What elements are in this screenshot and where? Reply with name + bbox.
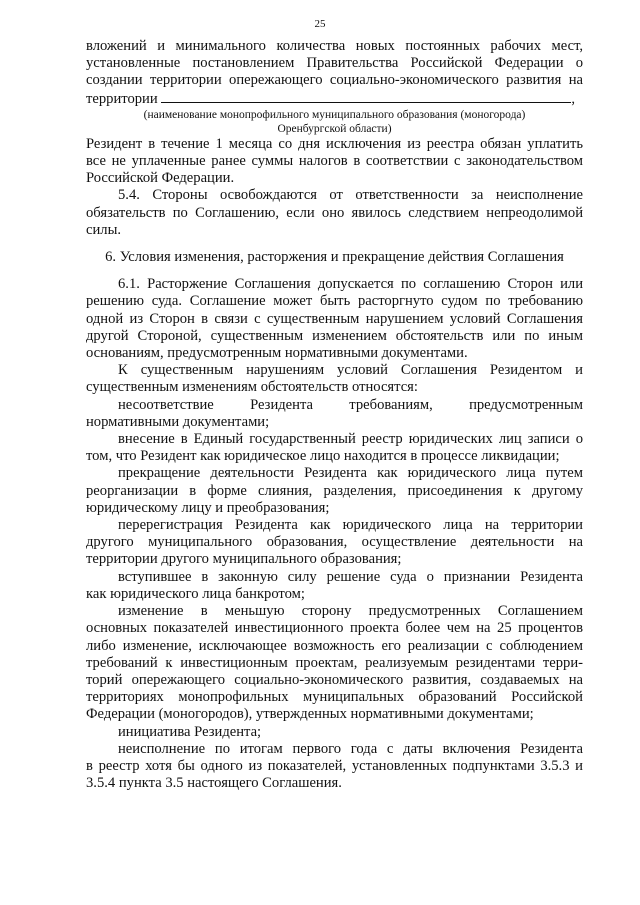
list-item bbox=[86, 603, 583, 723]
blank-fill-line bbox=[161, 90, 571, 103]
text-line: территориях монопрофильных муниципальных образований Российской bbox=[86, 689, 583, 706]
text-line: несоответствие Резидента требованиям, предусмотренным bbox=[118, 396, 583, 413]
text-line: прекращение деятельности Резидента как юридического лица путем bbox=[118, 465, 583, 482]
text-line: основаниям, предусмотренным нормативными документами. bbox=[86, 345, 468, 362]
list-item bbox=[86, 431, 583, 465]
text-line: силы. bbox=[86, 221, 122, 238]
text-line: создании территории опережающего социально-экономического развития на bbox=[86, 72, 583, 89]
list-item bbox=[86, 569, 583, 603]
caption-line: Оренбургской области) bbox=[277, 122, 392, 135]
text-line: другой Стороной, существенным изменением обстоятельств или по иным bbox=[86, 327, 583, 344]
list-item bbox=[86, 724, 583, 741]
text-line: в реестр хотя бы одного из показателей, установленных подпунктами 3.5.3 и bbox=[86, 757, 583, 774]
text-line: существенным изменениям обстоятельств относятся: bbox=[86, 379, 418, 396]
text-line: все не уплаченные ранее суммы налогов в соответствии с законодательством bbox=[86, 153, 583, 170]
text-line: как юридического лица банкротом; bbox=[86, 585, 305, 602]
paragraph-5-4 bbox=[86, 187, 583, 239]
list-item bbox=[86, 741, 583, 793]
text-line: Федерации (моногородов), утвержденных нормативными документами; bbox=[86, 706, 534, 723]
text-line: Резидент в течение 1 месяца со дня исключения из реестра обязан уплатить bbox=[86, 135, 583, 152]
text-line: перерегистрация Резидента как юридического лица на территории bbox=[118, 517, 583, 534]
text-line: внесение в Единый государственный реестр юридических лиц записи о bbox=[118, 431, 583, 448]
text-line: вступившее в законную силу решение суда о признании Резидента bbox=[118, 568, 583, 585]
territory-line bbox=[86, 90, 583, 108]
text-line: основных показателей инвестиционного проекта более чем на 25 процентов bbox=[86, 620, 583, 637]
list-item bbox=[86, 465, 583, 517]
paragraph-6-1 bbox=[86, 276, 583, 362]
page-number: 25 bbox=[314, 18, 326, 30]
text-line: решению суда. Соглашение может быть расторгнуто судом по требованию bbox=[86, 293, 583, 310]
list-item bbox=[86, 517, 583, 569]
text-line: торий опережающего социально-экономического развития, создаваемых на bbox=[86, 671, 583, 688]
text-line: установленные постановлением Правительства Российской Федерации о bbox=[86, 55, 583, 72]
territory-end: , bbox=[571, 90, 575, 107]
document-body bbox=[86, 38, 583, 792]
text-line: 5.4. Стороны освобождаются от ответственности за неисполнение bbox=[118, 187, 583, 204]
text-line: территории другого муниципального образования; bbox=[86, 551, 402, 568]
section-heading: 6. Условия изменения, расторжения и прекращение действия Соглашения bbox=[105, 249, 564, 266]
text-line: неисполнение по итогам первого года с даты включения Резидента bbox=[118, 740, 583, 757]
text-line: том, что Резидент как юридическое лицо находится в процессе ликвидации; bbox=[86, 448, 560, 465]
caption-line: (наименование монопрофильного муниципального образования (моногорода) bbox=[143, 108, 526, 121]
text-line: вложений и минимального количества новых постоянных рабочих мест, bbox=[86, 38, 583, 54]
text-line: либо изменение, исключающее возможность его реализации с соблюдением bbox=[86, 637, 583, 654]
paragraph-violations bbox=[86, 362, 583, 396]
text-line: одной из Сторон в связи с существенным нарушением условий Соглашения bbox=[86, 310, 583, 327]
text-line: 3.5.4 пункта 3.5 настоящего Соглашения. bbox=[86, 775, 342, 792]
text-line: 6.1. Расторжение Соглашения допускается по соглашению Сторон или bbox=[118, 276, 583, 293]
text-line: Российской Федерации. bbox=[86, 170, 235, 187]
text-line: требований к инвестиционным проектам, реализуемым резидентами терри- bbox=[86, 654, 583, 671]
text-line: К существенным нарушениям условий Соглашения Резидентом и bbox=[118, 362, 583, 379]
text-line: нормативными документами; bbox=[86, 413, 270, 430]
text-line: изменение в меньшую сторону предусмотренных Соглашением bbox=[118, 603, 583, 620]
territory-word: территории bbox=[86, 90, 158, 107]
text-line: обязательств по Соглашению, если оно явилось следствием непреодолимой bbox=[86, 204, 583, 221]
text-line: юридическому лицу и преобразования; bbox=[86, 499, 330, 516]
text-line: другого муниципального образования, осуществление деятельности на bbox=[86, 534, 583, 551]
paragraph-intro bbox=[86, 38, 583, 187]
text-line: реорганизации в форме слияния, разделения, присоединения к другому bbox=[86, 482, 583, 499]
text-line: инициатива Резидента; bbox=[118, 723, 262, 740]
list-item bbox=[86, 397, 583, 431]
